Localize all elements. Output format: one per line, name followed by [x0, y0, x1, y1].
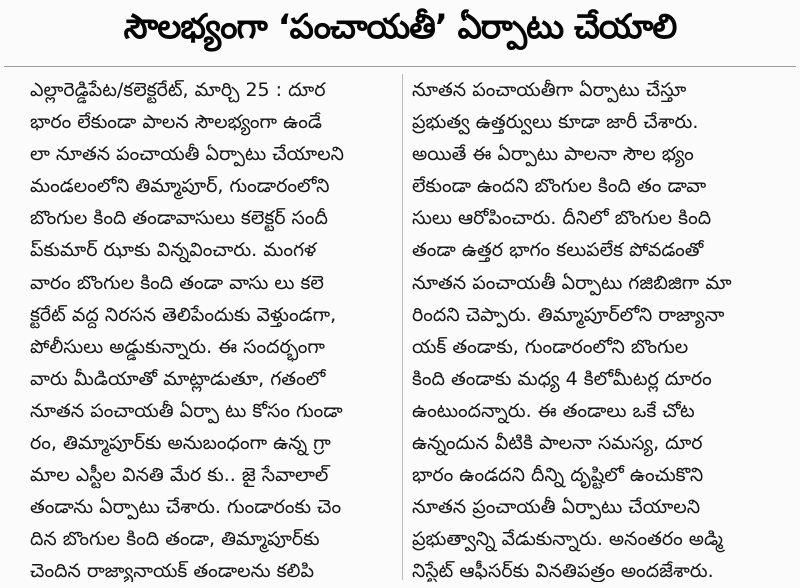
- text-line: కింది తండాకు మధ్య 4 కిలోమీటర్ల దూరం: [412, 367, 712, 390]
- text-line: సులు ఆరోపించారు. దీనిలో బొంగుల కింది: [412, 207, 712, 230]
- text-line: ఉంటుందన్నారు. ఈ తండాలు ఒకే చోట: [412, 399, 695, 422]
- text-line: లేకుండా ఉందని బొంగుల కింది తం డావా: [412, 175, 707, 198]
- text-line: వారు మీడియాతో మాట్లాడుతూ, గతంలో: [30, 367, 326, 390]
- column-divider: [402, 74, 403, 580]
- article-column-right: [412, 74, 774, 582]
- text-line: అయితే ఈ ఏర్పాటు పాలనా సౌల భ్యం: [412, 143, 694, 166]
- text-line: తండాను ఏర్పాటు చేశారు. గుండారంకు చెం: [30, 496, 342, 519]
- headline-rule: [4, 66, 796, 67]
- text-line: చెందిన రాజ్యానాయక్ తండాలను కలిపి: [30, 560, 314, 582]
- text-line: క్టరేట్ వద్ద నిరసన తెలిపేందుకు వెళ్తుండగా,: [30, 303, 337, 326]
- text-line: తండా ఉత్తర భాగం కలుపలేక పోవడంతో: [412, 239, 704, 262]
- text-line: రం, తిమ్మాపూర్‌కు అనుబంధంగా ఉన్న గ్రా: [30, 432, 331, 455]
- text-line: ప్రభుత్వ ఉత్తర్వులు కూడా జారీ చేశారు.: [412, 111, 699, 134]
- text-line: నిస్టేట్ ఆఫీసర్‌కు వినతిపత్రం అందజేశారు.: [412, 560, 714, 582]
- text-line: ఉన్నందున వీటికి పాలనా సమస్య, దూర: [412, 432, 703, 455]
- headline: సౌలభ్యంగా ‘పంచాయతీ’ ఏర్పాటు చేయాలి: [123, 7, 677, 47]
- text-line: ప్రభుత్వాన్ని వేడుకున్నారు. అనంతరం అడ్మి: [412, 528, 723, 551]
- text-line: భారం ఉండదని దీన్ని దృష్టిలో ఉంచుకొని: [412, 464, 704, 487]
- text-line: లా నూతన పంచాయతీ ఏర్పాటు చేయాలని: [30, 143, 345, 166]
- text-line: బొంగుల కింది తండావాసులు కలెక్టర్ సందీ: [30, 207, 328, 230]
- text-line: వారం బొంగుల కింది తండా వాసు లు కలె: [30, 271, 324, 294]
- text-line: నూతన పంచాయతీ ఏర్పాటు గజిబిజిగా మా: [412, 271, 732, 294]
- article-column-left: [30, 74, 392, 582]
- text-line: మాల ఎస్టీల వినతి మేర కు.. జై సేవాలాల్: [30, 464, 329, 487]
- text-line: నూతన పంచాయతీ ఏర్పా టు కోసం గుండా: [30, 399, 343, 422]
- text-line: నూతన పంచాయతీగా ఏర్పాటు చేస్తూ: [412, 79, 687, 101]
- text-line: పోలీసులు అడ్డుకున్నారు. ఈ సందర్భంగా: [30, 335, 325, 358]
- text-line: రిందని చెప్పారు. తిమ్మాపూర్‌లోని రాజ్యానా: [412, 303, 725, 326]
- text-line: దిన బొంగుల కింది తండా, తిమ్మాపూర్‌కు: [30, 528, 320, 551]
- text-line: ఎల్లారెడ్డిపేట/కలెక్టరేట్, మార్చి 25 : దూర: [30, 79, 326, 101]
- text-line: భారం లేకుండా పాలన సౌలభ్యంగా ఉండే: [30, 111, 322, 134]
- text-line: మండలంలోని తిమ్మాపూర్, గుండారంలోని: [30, 175, 330, 198]
- text-line: ప్‌కుమార్ ఝాకు విన్నవించారు. మంగళ: [30, 239, 317, 262]
- text-line: యక్ తండాకు, గుండారంలోని బొంగుల: [412, 335, 689, 358]
- text-line: నూతన ప్రంచాయతీ ఏర్పాటు చేయాలని: [412, 496, 701, 519]
